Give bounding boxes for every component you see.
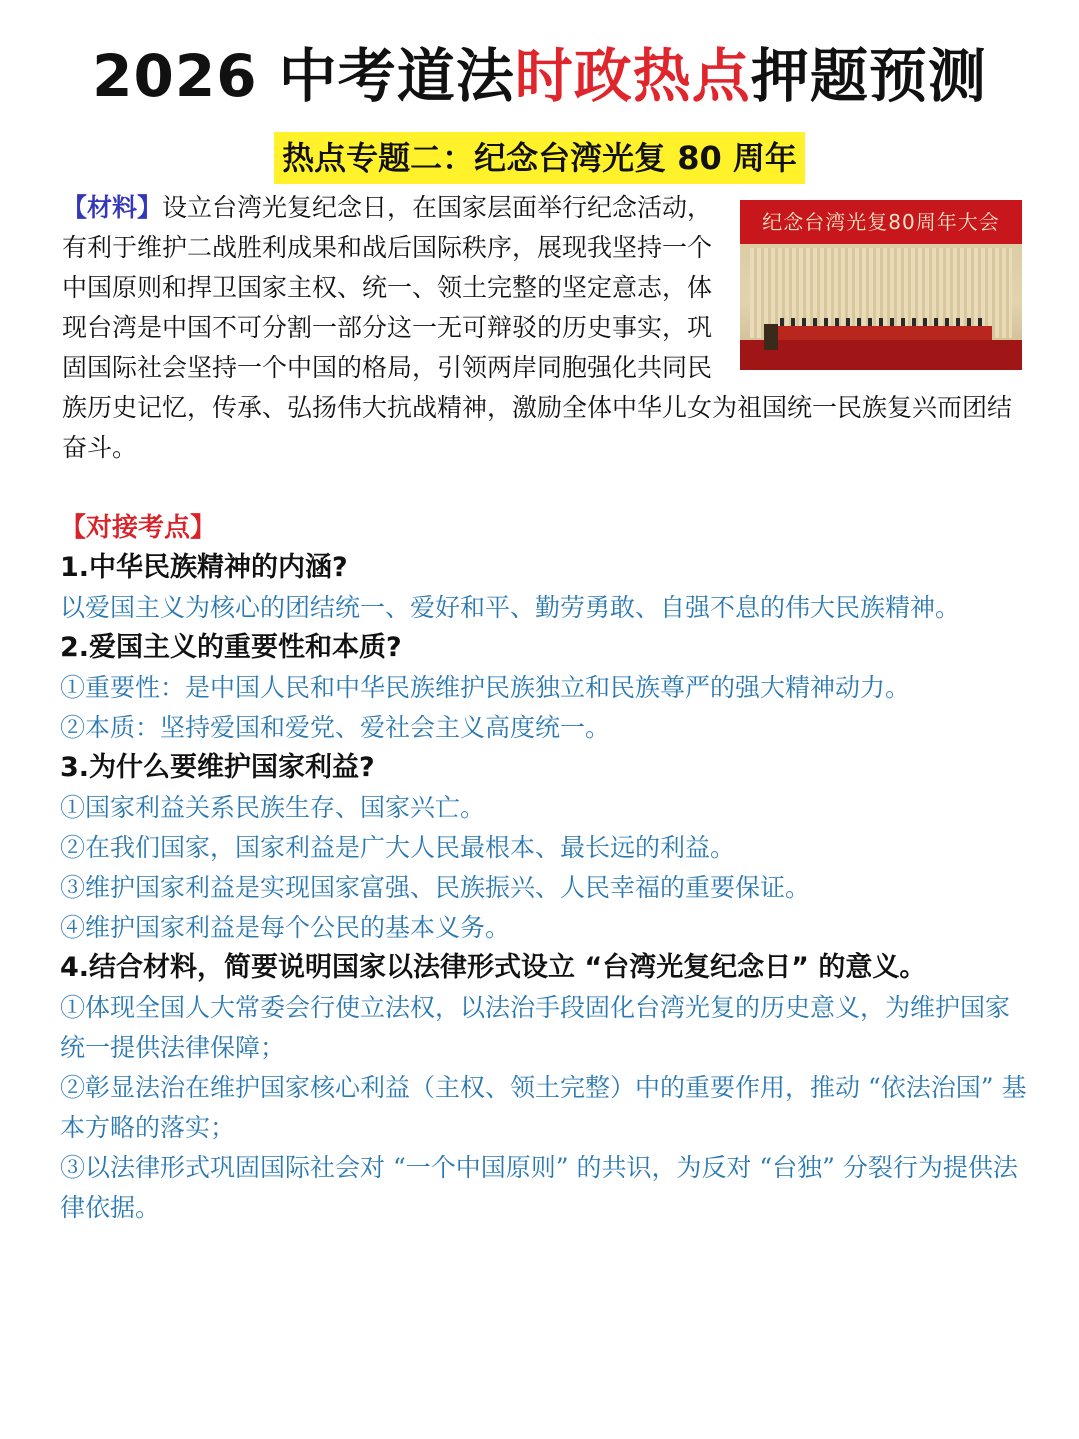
title-highlight: 时政热点 <box>514 42 751 110</box>
photo-floor <box>740 340 1022 370</box>
answer-3-4: ④维护国家利益是每个公民的基本义务。 <box>60 913 511 942</box>
answer-4-1: ①体现全国人大常委会行使立法权，以法治手段固化台湾光复的历史意义，为维护国家统一提供法律保障； <box>60 993 1011 1062</box>
photo-banner: 纪念台湾光复80周年大会 <box>740 200 1022 244</box>
answer-3-2: ②在我们国家，国家利益是广大人民最根本、最长远的利益。 <box>60 833 736 862</box>
question-3: 3.为什么要维护国家利益? <box>60 752 375 783</box>
material-block <box>62 188 1022 468</box>
answer-2-1: ①重要性：是中国人民和中华民族维护民族独立和民族尊严的强大精神动力。 <box>60 673 911 702</box>
exam-points <box>60 508 1030 1228</box>
photo-people <box>780 318 982 326</box>
answer-1-1: 以爱国主义为核心的团结统一、爱好和平、勤劳勇敢、自强不息的伟大民族精神。 <box>60 593 961 622</box>
material-text: 设立台湾光复纪念日，在国家层面举行纪念活动，有利于维护二战胜利成果和战后国际秩序，展现我坚持一个中国原则和捍卫国家主权、统一、领土完整的坚定意志，体现台湾是中国不可分割一部分这一无可辩驳的历史事实，巩固国际社会坚持一个中国的格局，引领两岸同胞强化共同民族历史记忆，传承、弘扬伟大抗战精神，激励全体中华儿女为祖国统一民族复兴而团结奋斗。 <box>62 193 1013 462</box>
question-2: 2.爱国主义的重要性和本质? <box>60 632 402 663</box>
answer-4-2: ②彰显法治在维护国家核心利益（主权、领土完整）中的重要作用，推动 “依法治国” 基本方略的落实； <box>60 1073 1027 1142</box>
answer-4-3: ③以法律形式巩固国际社会对 “一个中国原则” 的共识，为反对 “台独” 分裂行为提供法律依据。 <box>60 1153 1018 1222</box>
photo-stage <box>770 326 992 340</box>
title-part-1: 2026 中考道法 <box>92 42 515 110</box>
answer-3-3: ③维护国家利益是实现国家富强、民族振兴、人民幸福的重要保证。 <box>60 873 811 902</box>
title-part-3: 押题预测 <box>750 42 987 110</box>
page-title <box>0 36 1079 116</box>
subtitle: 热点专题二：纪念台湾光复 80 周年 <box>274 132 805 184</box>
question-4: 4.结合材料，简要说明国家以法律形式设立 “台湾光复纪念日” 的意义。 <box>60 952 927 983</box>
photo-podium <box>764 324 778 350</box>
material-label: 【材料】 <box>62 193 163 222</box>
subtitle-wrap <box>0 132 1079 184</box>
answer-2-2: ②本质：坚持爱国和爱党、爱社会主义高度统一。 <box>60 713 611 742</box>
answer-3-1: ①国家利益关系民族生存、国家兴亡。 <box>60 793 486 822</box>
conference-photo <box>740 200 1022 370</box>
question-1: 1.中华民族精神的内涵? <box>60 552 348 583</box>
section-label: 【对接考点】 <box>60 513 217 543</box>
